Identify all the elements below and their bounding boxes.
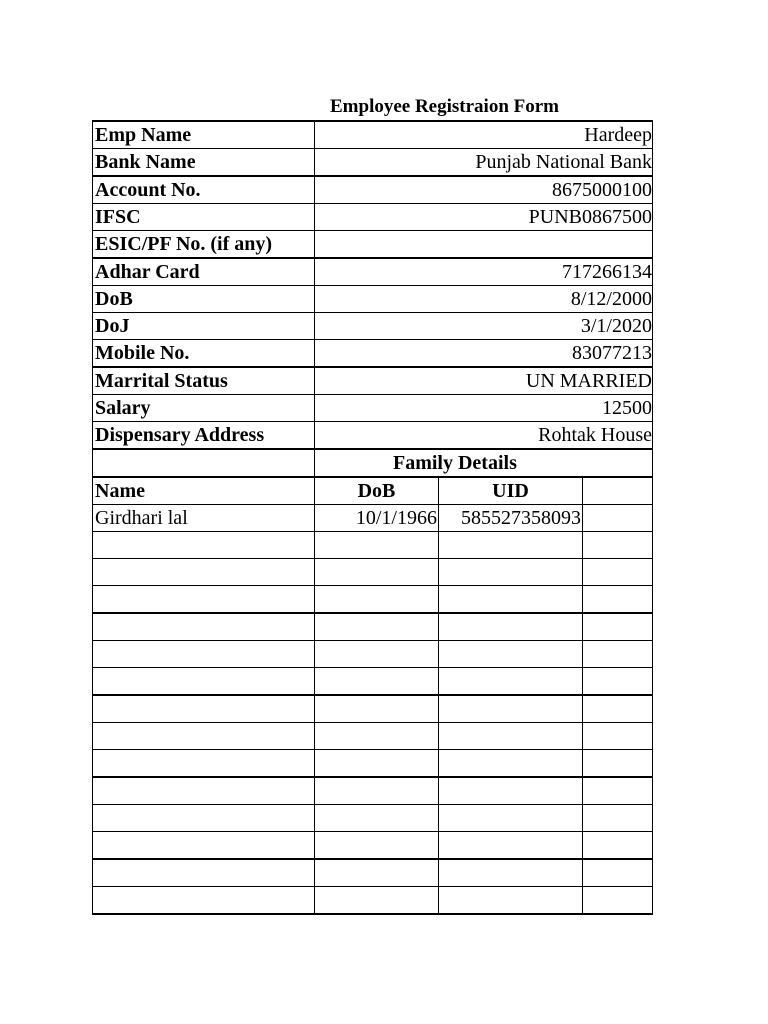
empty-cell [583, 586, 653, 614]
empty-cell [93, 859, 315, 887]
empty-cell [93, 559, 315, 586]
empty-cell [583, 641, 653, 668]
field-row [93, 422, 653, 450]
empty-cell [439, 641, 583, 668]
family-details-heading: Family Details [315, 449, 653, 477]
family-member-uid: 585527358093 [439, 505, 583, 532]
empty-cell [315, 805, 439, 832]
field-label: DoJ [93, 313, 315, 340]
field-value: UN MARRIED [315, 367, 653, 395]
family-col-uid: UID [439, 477, 583, 505]
field-row [93, 258, 653, 286]
empty-cell [93, 750, 315, 778]
empty-cell [93, 613, 315, 641]
empty-cell [315, 750, 439, 778]
empty-cell [93, 805, 315, 832]
empty-cell [439, 777, 583, 805]
family-member-extra [583, 505, 653, 532]
empty-cell [439, 695, 583, 723]
family-details [93, 449, 653, 914]
field-value: 8/12/2000 [315, 286, 653, 313]
empty-cell [93, 832, 315, 860]
field-value: Hardeep [315, 121, 653, 149]
empty-cell [93, 668, 315, 696]
registration-table [92, 120, 653, 915]
family-member-name: Girdhari lal [93, 505, 315, 532]
field-label: Emp Name [93, 121, 315, 149]
field-row [93, 286, 653, 313]
family-row [93, 505, 653, 532]
empty-cell [439, 887, 583, 915]
empty-cell [93, 723, 315, 750]
empty-cell [315, 641, 439, 668]
empty-cell [583, 805, 653, 832]
empty-cell [439, 723, 583, 750]
field-label: Account No. [93, 176, 315, 204]
family-col-name: Name [93, 477, 315, 505]
empty-cell [315, 532, 439, 559]
field-label: Dispensary Address [93, 422, 315, 450]
empty-cell [583, 887, 653, 915]
empty-cell [93, 887, 315, 915]
empty-cell [315, 559, 439, 586]
field-value: Punjab National Bank [315, 149, 653, 177]
field-value: 8675000100 [315, 176, 653, 204]
family-empty-row [93, 613, 653, 641]
field-row [93, 176, 653, 204]
empty-cell [93, 532, 315, 559]
form-title: Employee Registraion Form [330, 96, 560, 117]
employee-fields [93, 121, 653, 449]
field-label: DoB [93, 286, 315, 313]
empty-cell [439, 750, 583, 778]
field-value [315, 231, 653, 259]
empty-cell [583, 723, 653, 750]
field-label: Adhar Card [93, 258, 315, 286]
empty-cell [439, 532, 583, 559]
empty-cell [315, 613, 439, 641]
field-value: PUNB0867500 [315, 204, 653, 231]
empty-cell [439, 613, 583, 641]
field-label: IFSC [93, 204, 315, 231]
field-label: Mobile No. [93, 340, 315, 368]
empty-cell [315, 832, 439, 860]
field-value: 83077213 [315, 340, 653, 368]
field-row [93, 313, 653, 340]
family-empty-row [93, 723, 653, 750]
empty-cell [583, 668, 653, 696]
empty-cell [93, 777, 315, 805]
family-empty-row [93, 559, 653, 586]
empty-cell [583, 750, 653, 778]
field-label: Marrital Status [93, 367, 315, 395]
empty-cell [583, 777, 653, 805]
family-empty-row [93, 777, 653, 805]
empty-cell [315, 586, 439, 614]
empty-cell [315, 723, 439, 750]
empty-cell [439, 559, 583, 586]
family-empty-row [93, 887, 653, 915]
field-row [93, 340, 653, 368]
family-empty-row [93, 859, 653, 887]
empty-cell [583, 613, 653, 641]
family-empty-row [93, 668, 653, 696]
empty-cell [439, 832, 583, 860]
family-col-dob: DoB [315, 477, 439, 505]
empty-cell [583, 859, 653, 887]
empty-cell [315, 887, 439, 915]
family-empty-row [93, 695, 653, 723]
field-row [93, 149, 653, 177]
field-value: Rohtak House [315, 422, 653, 450]
empty-cell [583, 832, 653, 860]
registration-sheet [92, 0, 652, 1024]
empty-cell [439, 859, 583, 887]
empty-cell [439, 805, 583, 832]
family-member-dob: 10/1/1966 [315, 505, 439, 532]
field-row [93, 121, 653, 149]
field-value: 12500 [315, 395, 653, 422]
empty-cell [583, 695, 653, 723]
family-empty-row [93, 532, 653, 559]
empty-cell [93, 641, 315, 668]
empty-cell [583, 559, 653, 586]
empty-cell [583, 532, 653, 559]
field-value: 717266134 [315, 258, 653, 286]
empty-cell [439, 668, 583, 696]
field-label: Bank Name [93, 149, 315, 177]
family-empty-row [93, 641, 653, 668]
family-empty-row [93, 586, 653, 614]
family-empty-row [93, 832, 653, 860]
field-row [93, 204, 653, 231]
family-empty-row [93, 805, 653, 832]
empty-cell [93, 695, 315, 723]
field-value: 3/1/2020 [315, 313, 653, 340]
empty-cell [315, 668, 439, 696]
field-label: ESIC/PF No. (if any) [93, 231, 315, 259]
empty-cell [93, 586, 315, 614]
field-row [93, 367, 653, 395]
family-empty-row [93, 750, 653, 778]
field-row [93, 395, 653, 422]
empty-cell [315, 777, 439, 805]
empty-cell [439, 586, 583, 614]
field-row [93, 231, 653, 259]
empty-cell [315, 859, 439, 887]
field-label: Salary [93, 395, 315, 422]
empty-cell [315, 695, 439, 723]
family-header-row [93, 477, 653, 505]
